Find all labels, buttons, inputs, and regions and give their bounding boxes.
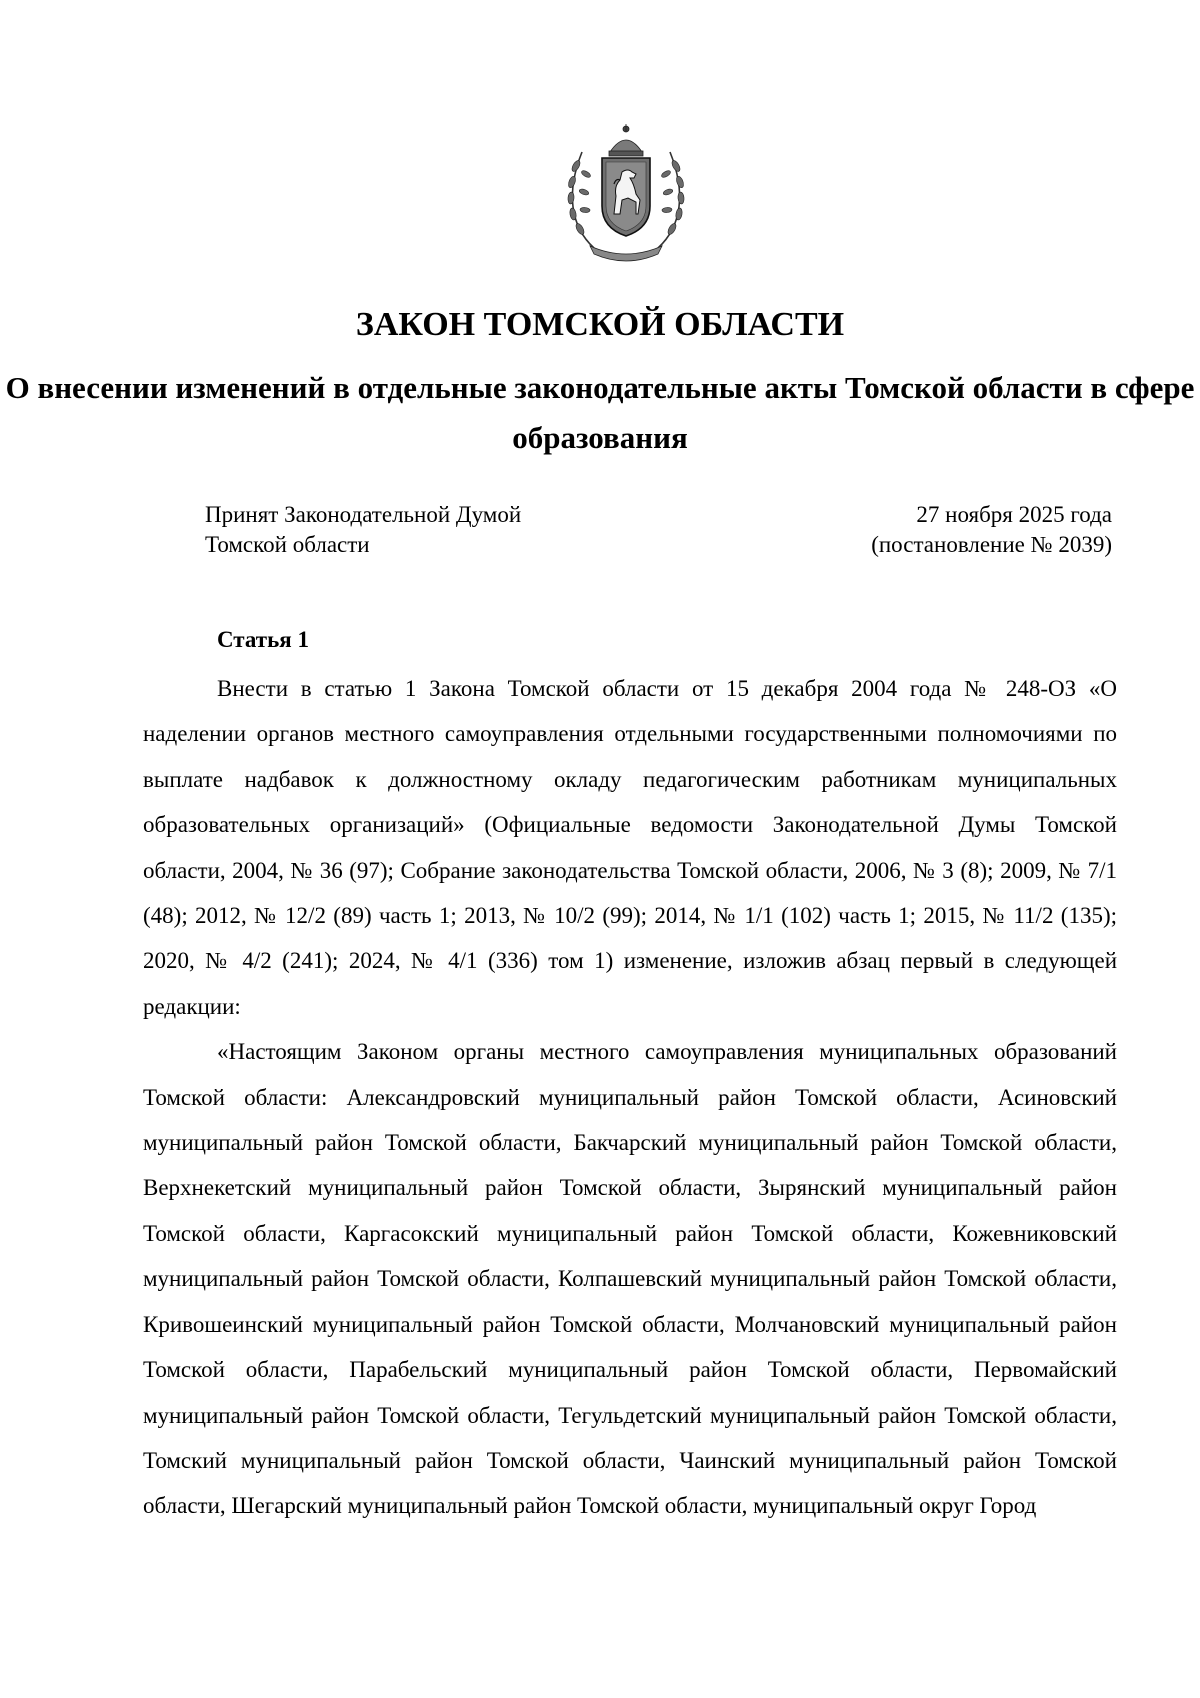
article-heading: Статья 1	[217, 627, 309, 652]
article-body	[143, 666, 1117, 1529]
adoption-body-line1: Принят Законодательной Думой	[205, 502, 522, 527]
adoption-body	[205, 500, 521, 560]
resolution-number: (постановление № 2039)	[871, 532, 1112, 557]
article-paragraph-1: Внести в статью 1 Закона Томской области от 15 декабря 2004 года № 248-ОЗ «О наделении органов местного самоуправления отдельными государственными полномочиями по выплате надбавок к должностному окладу педагогическим работникам муниципальных образовательных организаций» (Официальные ведомости Законодательной Думы Томской области, 2004, № 36 (97); Собрание законодательства Томской области, 2006, № 3 (8); 2009, № 7/1 (48); 2012, № 12/2 (89) часть 1; 2013, № 10/2 (99); 2014, № 1/1 (102) часть 1; 2015, № 11/2 (135); 2020, № 4/2 (241); 2024, № 4/1 (336) том 1) изменение, изложив абзац первый в следующей редакции:	[143, 676, 1117, 1019]
adoption-body-line2: Томской области	[205, 532, 370, 557]
law-title: ЗАКОН ТОМСКОЙ ОБЛАСТИ	[355, 306, 845, 343]
law-subtitle: О внесении изменений в отдельные законодательные акты Томской области в сфере образования	[5, 370, 1195, 455]
adoption-date: 27 ноября 2025 года	[916, 502, 1112, 527]
adoption-details	[871, 500, 1112, 560]
article-paragraph-2: «Настоящим Законом органы местного самоуправления муниципальных образований Томской области: Александровский муниципальный район Томской области, Асиновский муниципальный район Томской области, Бакчарский муниципальный район Томской области, Верхнекетский муниципальный район Томской области, Зырянский муниципальный район Томской области, Каргасокский муниципальный район Томской области, Кожевниковский муниципальный район Томской области, Колпашевский муниципальный район Томской области, Кривошеинский муниципальный район Томской области, Молчановский муниципальный район Томской области, Парабельский муниципальный район Томской области, Первомайский муниципальный район Томской области, Тегульдетский муниципальный район Томской области, Томский муниципальный район Томской области, Чаинский муниципальный район Томской области, Шегарский муниципальный район Томской области, муниципальный округ Город	[143, 1039, 1117, 1519]
coat-of-arms-icon	[560, 122, 692, 262]
